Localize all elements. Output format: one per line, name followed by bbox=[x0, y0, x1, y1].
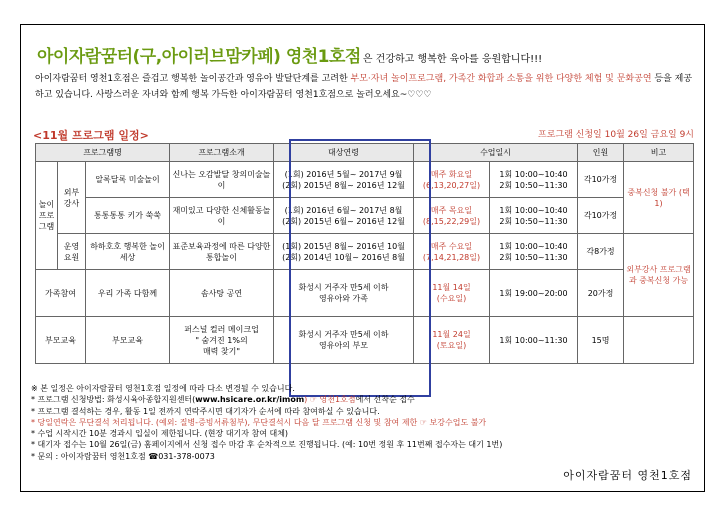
class-day: 매주 수요일 (7,14,21,28일) bbox=[414, 234, 490, 270]
intro-paragraph bbox=[35, 71, 695, 103]
intro-text-end: 등을 제공하고 있습니다. 사랑스러운 자녀와 함께 행복 가득한 아이자람꿈터 영천1호점으로 놀러오세요~♡♡♡ bbox=[35, 74, 693, 100]
group-cell: 운영 요원 bbox=[58, 234, 86, 270]
flyer-subtitle: 은 건강하고 행복한 육아를 응원합니다!!! bbox=[362, 54, 543, 65]
capacity: 각10가정 bbox=[578, 162, 624, 198]
remark: 중복신청 불가 (택1) bbox=[624, 162, 694, 234]
flyer-page bbox=[20, 24, 705, 492]
program-category: 부모교육 bbox=[36, 317, 86, 364]
table-row bbox=[36, 198, 694, 234]
program-name: 부모교육 bbox=[86, 317, 170, 364]
program-name: 알록달록 미술놀이 bbox=[86, 162, 170, 198]
note-item: * 수업 시작시간 10분 경과시 입실이 제한됩니다. (현장 대기자 참여 대체) bbox=[31, 429, 289, 439]
header-cell: 대상연령 bbox=[274, 144, 414, 162]
program-name: 우리 가족 다함께 bbox=[86, 270, 170, 317]
note-item: * 대기자 접수는 10월 26일(금) 홈페이지에서 신청 접수 마감 후 순차적으로 진행됩니다. (예: 10번 정원 후 11번째 접수자는 대기 1번) bbox=[31, 440, 503, 450]
note-item: * 프로그램 결석하는 경우, 활동 1일 전까지 연락주시면 대기자가 순서에 따라 참여하실 수 있습니다. bbox=[31, 406, 380, 416]
class-time: 1회 10:00~10:40 2회 10:50~11:30 bbox=[490, 198, 578, 234]
section-title: <11월 프로그램 일정> bbox=[33, 129, 149, 142]
notes bbox=[31, 383, 701, 462]
program-intro: 신나는 오감발달 창의미술놀이 bbox=[170, 162, 274, 198]
header-cell: 비고 bbox=[624, 144, 694, 162]
class-time: 1회 10:00~10:40 2회 10:50~11:30 bbox=[490, 162, 578, 198]
note-item: * 프로그램 신청방법: 화성시육아종합지원센터(www.hsicare.or.kr/imom) ☞ 영천1호점에서 선착순 접수 bbox=[31, 395, 415, 405]
group-cell: 놀이 프로 그램 bbox=[36, 162, 58, 270]
program-name: 통통통통 키가 쑥쑥 bbox=[86, 198, 170, 234]
apply-date: 프로그램 신청일 10월 26일 금요일 9시 bbox=[538, 130, 694, 140]
target-age: 화성시 거주자 만5세 이하 영유아와 가족 bbox=[274, 270, 414, 317]
program-category: 가족참여 bbox=[36, 270, 86, 317]
header-cell: 수업일시 bbox=[414, 144, 578, 162]
class-day: 11월 14일 (수요일) bbox=[414, 270, 490, 317]
class-day: 매주 화요일 (6,13,20,27일) bbox=[414, 162, 490, 198]
table-row bbox=[36, 162, 694, 198]
class-time: 1회 10:00~10:40 2회 10:50~11:30 bbox=[490, 234, 578, 270]
header-cell: 프로그램명 bbox=[36, 144, 170, 162]
capacity: 각10가정 bbox=[578, 198, 624, 234]
program-table bbox=[35, 143, 694, 364]
table-row bbox=[36, 317, 694, 364]
note-item: ※ 본 일정은 아이자람꿈터 영천1호점 일정에 따라 다소 변경될 수 있습니다. bbox=[31, 384, 295, 393]
table-row bbox=[36, 270, 694, 317]
target-age: (1회) 2016년 6월~ 2017년 8월 (2회) 2015년 6월~ 2016년 12월 bbox=[274, 198, 414, 234]
target-age: 화성시 거주자 만5세 이하 영유아의 부모 bbox=[274, 317, 414, 364]
remark-empty bbox=[624, 317, 694, 364]
capacity: 각8가정 bbox=[578, 234, 624, 270]
group-cell: 외부 강사 bbox=[58, 162, 86, 234]
table-row bbox=[36, 234, 694, 270]
flyer-title: 아이자람꿈터(구,아이러브맘카페) 영천1호점 bbox=[37, 47, 361, 67]
remark: 외부강사 프로그램과 중복신청 가능 bbox=[624, 234, 694, 317]
class-day: 11월 24일 (토요일) bbox=[414, 317, 490, 364]
target-age: (1회) 2016년 5월~ 2017년 9월 (2회) 2015년 8월~ 2016년 12월 bbox=[274, 162, 414, 198]
class-day: 매주 목요일 (8,15,22,29일) bbox=[414, 198, 490, 234]
program-intro: 퍼스널 컬러 메이크업 " 숨겨진 1%의 매력 찾기" bbox=[170, 317, 274, 364]
class-time: 1회 10:00~11:30 bbox=[490, 317, 578, 364]
footer-brand: 아이자람꿈터 영천1호점 bbox=[563, 469, 692, 482]
class-time: 1회 19:00~20:00 bbox=[490, 270, 578, 317]
program-name: 하하호호 행복한 놀이세상 bbox=[86, 234, 170, 270]
header-cell: 프로그램소개 bbox=[170, 144, 274, 162]
capacity: 20가정 bbox=[578, 270, 624, 317]
note-item: * 문의 : 아이자람꿈터 영천1호점 ☎031-378-0073 bbox=[31, 451, 215, 461]
header-cell: 인원 bbox=[578, 144, 624, 162]
header bbox=[37, 42, 542, 67]
intro-text: 아이자람꿈터 영천1호점은 즐겁고 행복한 놀이공간과 영유아 발달단계를 고려한 bbox=[35, 74, 351, 84]
intro-highlight: 부모·자녀 놀이프로그램, 가족간 화합과 소통을 위한 다양한 체험 및 문화공연 bbox=[350, 74, 652, 84]
program-intro: 솜사탕 공연 bbox=[170, 270, 274, 317]
table-header-row bbox=[36, 144, 694, 162]
program-intro: 재미있고 다양한 신체활동놀이 bbox=[170, 198, 274, 234]
note-item: * 당일연락은 무단결석 처리됩니다. (예외: 질병-증빙서류첨부), 무단결석시 다음 달 프로그램 신청 및 참여 제한 ☞ 보강수업도 불가 bbox=[31, 417, 487, 427]
program-intro: 표준보육과정에 따른 다양한 통합놀이 bbox=[170, 234, 274, 270]
target-age: (1회) 2015년 8월~ 2016년 10월 (2회) 2014년 10월~ 2016년 8월 bbox=[274, 234, 414, 270]
capacity: 15명 bbox=[578, 317, 624, 364]
